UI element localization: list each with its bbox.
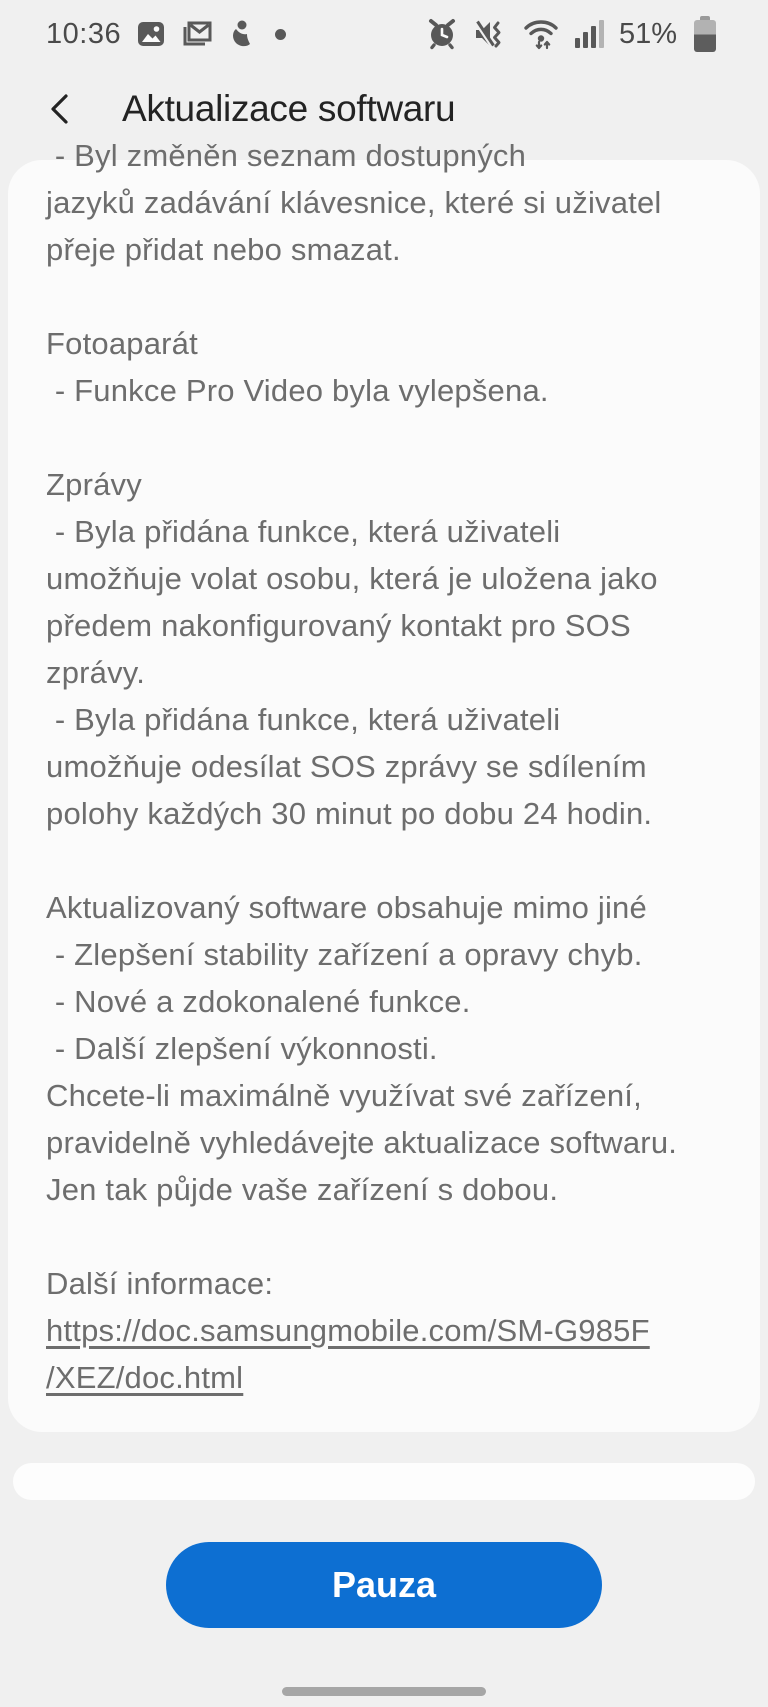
changelog-line: umožňuje odesílat SOS zprávy se sdílením [46,749,647,784]
changelog-line: Další informace: [46,1266,274,1301]
page-title: Aktualizace softwaru [122,88,456,129]
alarm-icon [426,18,458,50]
signal-icon [575,20,604,48]
changelog-line: přeje přidat nebo smazat. [46,232,401,267]
battery-percent: 51% [618,17,677,50]
changelog-link[interactable]: /XEZ/doc.html [46,1360,244,1395]
changelog-line: - Další zlepšení výkonnosti. [46,1031,438,1066]
changelog-line: - Byl změněn seznam dostupných [46,138,527,173]
notification-dot-icon [275,29,286,40]
status-bar [0,0,768,64]
changelog-text [46,132,722,1401]
changelog-line: Aktualizovaný software obsahuje mimo jiné [46,890,647,925]
changelog-line: jazyků zadávání klávesnice, které si uživatel [46,185,662,220]
person-icon [228,19,254,49]
changelog-line [46,837,722,884]
changelog-line: Zprávy [46,467,142,502]
changelog-line: předem nakonfigurovaný kontakt pro SOS [46,608,631,643]
changelog-line: polohy každých 30 minut po dobu 24 hodin. [46,796,653,831]
changelog-line: - Funkce Pro Video byla vylepšena. [46,373,549,408]
chevron-left-icon [46,91,74,127]
changelog-line [46,414,722,461]
status-bar-right [426,16,716,52]
changelog-line: - Byla přidána funkce, která uživateli [46,702,561,737]
changelog-line [46,273,722,320]
changelog-link[interactable]: https://doc.samsungmobile.com/SM-G985F [46,1313,650,1348]
battery-icon [694,16,716,52]
changelog-card[interactable] [8,138,760,1432]
changelog-line: Jen tak půjde vaše zařízení s dobou. [46,1172,559,1207]
wifi-icon [522,18,560,50]
changelog-line: - Nové a zdokonalené funkce. [46,984,471,1019]
gallery-icon [136,19,166,49]
back-button[interactable] [40,85,80,133]
gmail-icon [181,19,213,49]
changelog-line: Chcete-li maximálně využívat své zařízení, [46,1078,642,1113]
changelog-line: umožňuje volat osobu, která je uložena jako [46,561,658,596]
clock: 10:36 [46,17,122,50]
mute-vibrate-icon [473,18,507,50]
pause-button[interactable]: Pauza [166,1542,602,1628]
changelog-line: - Zlepšení stability zařízení a opravy chyb. [46,937,643,972]
status-bar-left [46,18,286,51]
changelog-line: - Byla přidána funkce, která uživateli [46,514,561,549]
gesture-handle[interactable] [282,1687,486,1696]
changelog-line: zprávy. [46,655,146,690]
progress-bar [13,1463,755,1500]
changelog-line: Fotoaparát [46,326,198,361]
changelog-line: pravidelně vyhledávejte aktualizace softwaru. [46,1125,678,1160]
changelog-line [46,1213,722,1260]
